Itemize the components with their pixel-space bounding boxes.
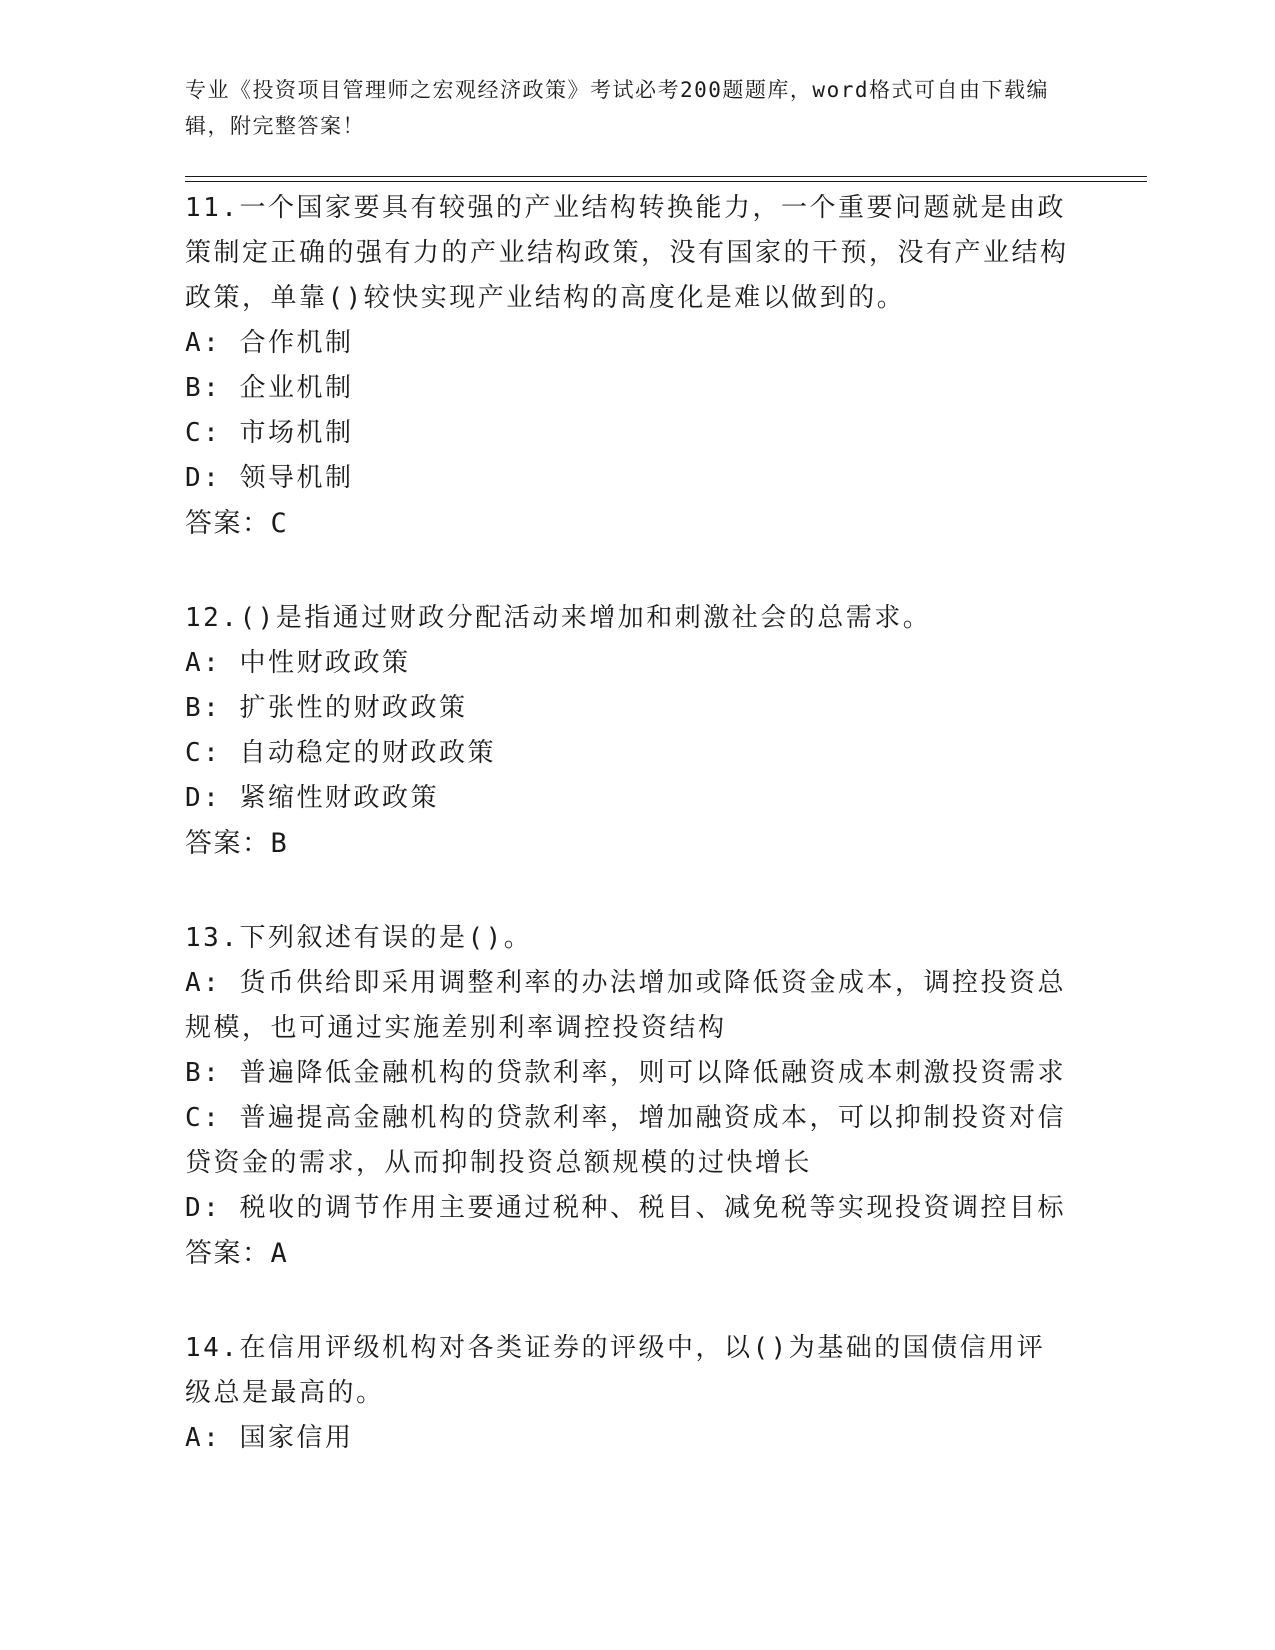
header-intro-text: 专业《投资项目管理师之宏观经济政策》考试必考200题题库，word格式可自由下载编辑，附完整答案！ [185,78,1049,138]
question-stem: 13.下列叙述有误的是()。 [185,923,533,953]
question-12 [185,596,1070,866]
option-d: D: 紧缩性财政政策 [185,783,439,813]
question-stem: 12.()是指通过财政分配活动来增加和刺激社会的总需求。 [185,603,932,633]
option-b: B: 普遍降低金融机构的贷款利率，则可以降低融资成本刺激投资需求 [185,1058,1066,1088]
question-stem: 14.在信用评级机构对各类证券的评级中，以()为基础的国债信用评级总是最高的。 [185,1333,1046,1408]
document-header [185,72,1065,144]
option-a: A: 合作机制 [185,328,354,358]
question-13 [185,916,1070,1276]
question-14 [185,1326,1070,1461]
option-c: C: 自动稳定的财政政策 [185,738,496,768]
option-c: C: 市场机制 [185,418,354,448]
option-b: B: 扩张性的财政政策 [185,693,468,723]
answer-line: 答案：A [185,1238,289,1269]
question-stem: 11.一个国家要具有较强的产业结构转换能力，一个重要问题就是由政策制定正确的强有力的产业结构政策，没有国家的干预，没有产业结构政策，单靠()较快实现产业结构的高度化是难以做到的。 [185,193,1069,313]
option-d: D: 领导机制 [185,463,354,493]
answer-line: 答案：C [185,508,289,539]
option-c: C: 普遍提高金融机构的贷款利率，增加融资成本，可以抑制投资对信贷资金的需求，从而抑制投资总额规模的过快增长 [185,1103,1066,1178]
answer-line: 答案：B [185,828,289,859]
option-d: D: 税收的调节作用主要通过税种、税目、减免税等实现投资调控目标 [185,1193,1066,1223]
option-a: A: 国家信用 [185,1423,354,1453]
option-a: A: 货币供给即采用调整利率的办法增加或降低资金成本，调控投资总规模，也可通过实施差别利率调控投资结构 [185,968,1066,1043]
header-divider [185,176,1147,182]
option-b: B: 企业机制 [185,373,354,403]
option-a: A: 中性财政政策 [185,648,411,678]
question-11 [185,186,1070,546]
question-list [185,186,1070,1511]
